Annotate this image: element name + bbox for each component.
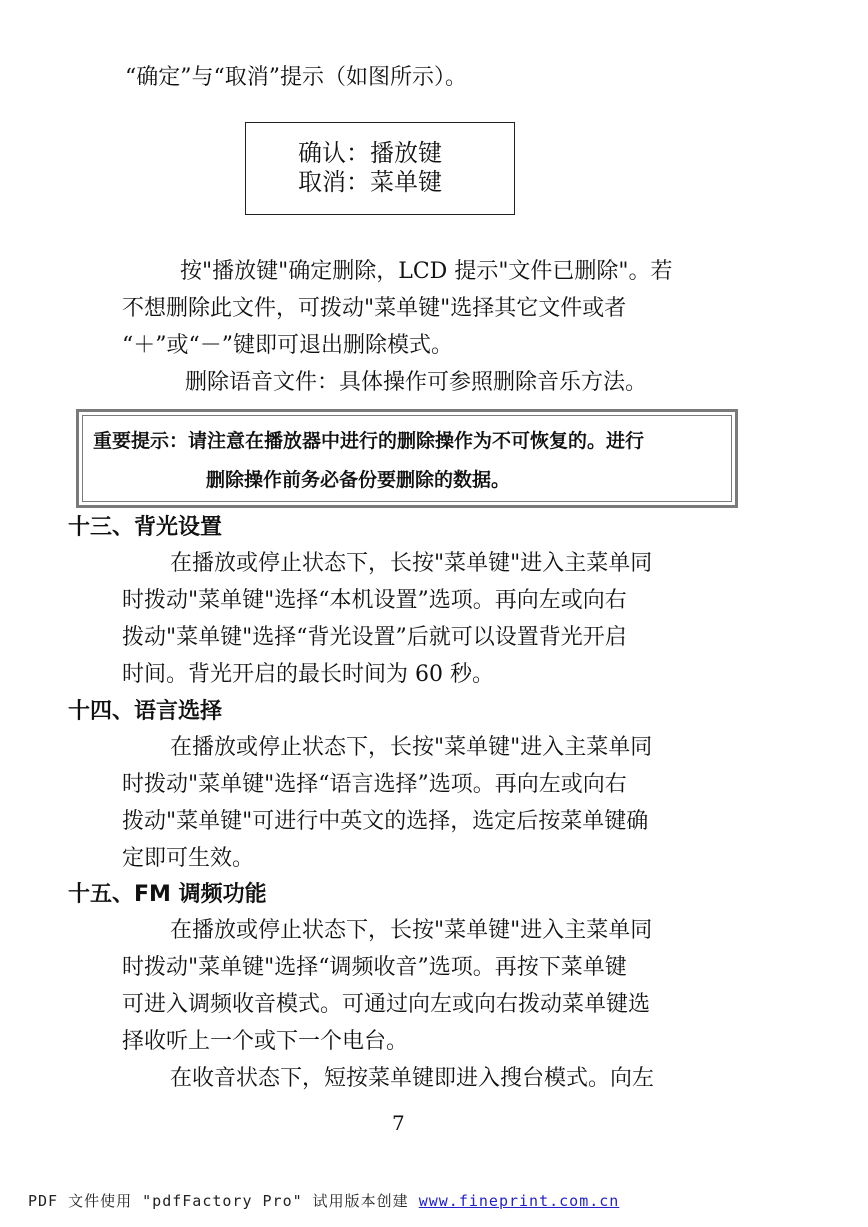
backlight-line-1: 在播放或停止状态下，长按"菜单键"进入主菜单同 (170, 551, 653, 576)
delete-para-line-3: “＋”或“－”键即可退出删除模式。 (122, 333, 453, 358)
delete-para-line-1: 按"播放键"确定删除，LCD 提示"文件已删除"。若 (180, 259, 673, 284)
delete-para-line-2: 不想删除此文件，可拨动"菜单键"选择其它文件或者 (122, 296, 627, 321)
fm-line-3: 可进入调频收音模式。可通过向左或向右拨动菜单键选 (122, 992, 651, 1017)
fm-line-2: 时拨动"菜单键"选择“调频收音”选项。再按下菜单键 (122, 955, 627, 980)
footer-text: PDF 文件使用 "pdfFactory Pro" 试用版本创建 (28, 1192, 419, 1210)
page-number: 7 (392, 1111, 405, 1135)
warning-line-1: 重要提示：请注意在播放器中进行的删除操作为不可恢复的。进行 (93, 430, 645, 452)
backlight-line-4: 时间。背光开启的最长时间为 60 秒。 (122, 662, 494, 687)
section-heading-backlight: 十三、背光设置 (68, 515, 223, 540)
important-warning-box (76, 409, 738, 508)
language-line-4: 定即可生效。 (122, 846, 255, 871)
footer-link[interactable]: www.fineprint.com.cn (418, 1192, 620, 1210)
section-heading-fm: 十五、FM 调频功能 (68, 882, 267, 907)
dialog-cancel-line: 取消：菜单键 (298, 168, 442, 196)
section-heading-language: 十四、语言选择 (68, 699, 223, 724)
warning-line-2: 删除操作前务必备份要删除的数据。 (206, 469, 511, 491)
dialog-confirm-line: 确认：播放键 (298, 139, 442, 167)
fm-line-4: 择收听上一个或下一个电台。 (122, 1029, 409, 1054)
fm-line-5: 在收音状态下，短按菜单键即进入搜台模式。向左 (170, 1066, 655, 1091)
language-line-2: 时拨动"菜单键"选择“语言选择”选项。再向左或向右 (122, 772, 627, 797)
voice-delete-line: 删除语音文件：具体操作可参照删除音乐方法。 (185, 370, 648, 395)
language-line-1: 在播放或停止状态下，长按"菜单键"进入主菜单同 (170, 735, 653, 760)
intro-line: “确定”与“取消”提示（如图所示）。 (125, 65, 467, 90)
backlight-line-2: 时拨动"菜单键"选择“本机设置”选项。再向左或向右 (122, 588, 627, 613)
fm-line-1: 在播放或停止状态下，长按"菜单键"进入主菜单同 (170, 918, 653, 943)
pdf-footer (28, 1190, 619, 1212)
language-line-3: 拨动"菜单键"可进行中英文的选择，选定后按菜单键确 (122, 809, 649, 834)
backlight-line-3: 拨动"菜单键"选择“背光设置”后就可以设置背光开启 (122, 625, 627, 650)
confirm-cancel-dialog-figure (245, 122, 515, 215)
